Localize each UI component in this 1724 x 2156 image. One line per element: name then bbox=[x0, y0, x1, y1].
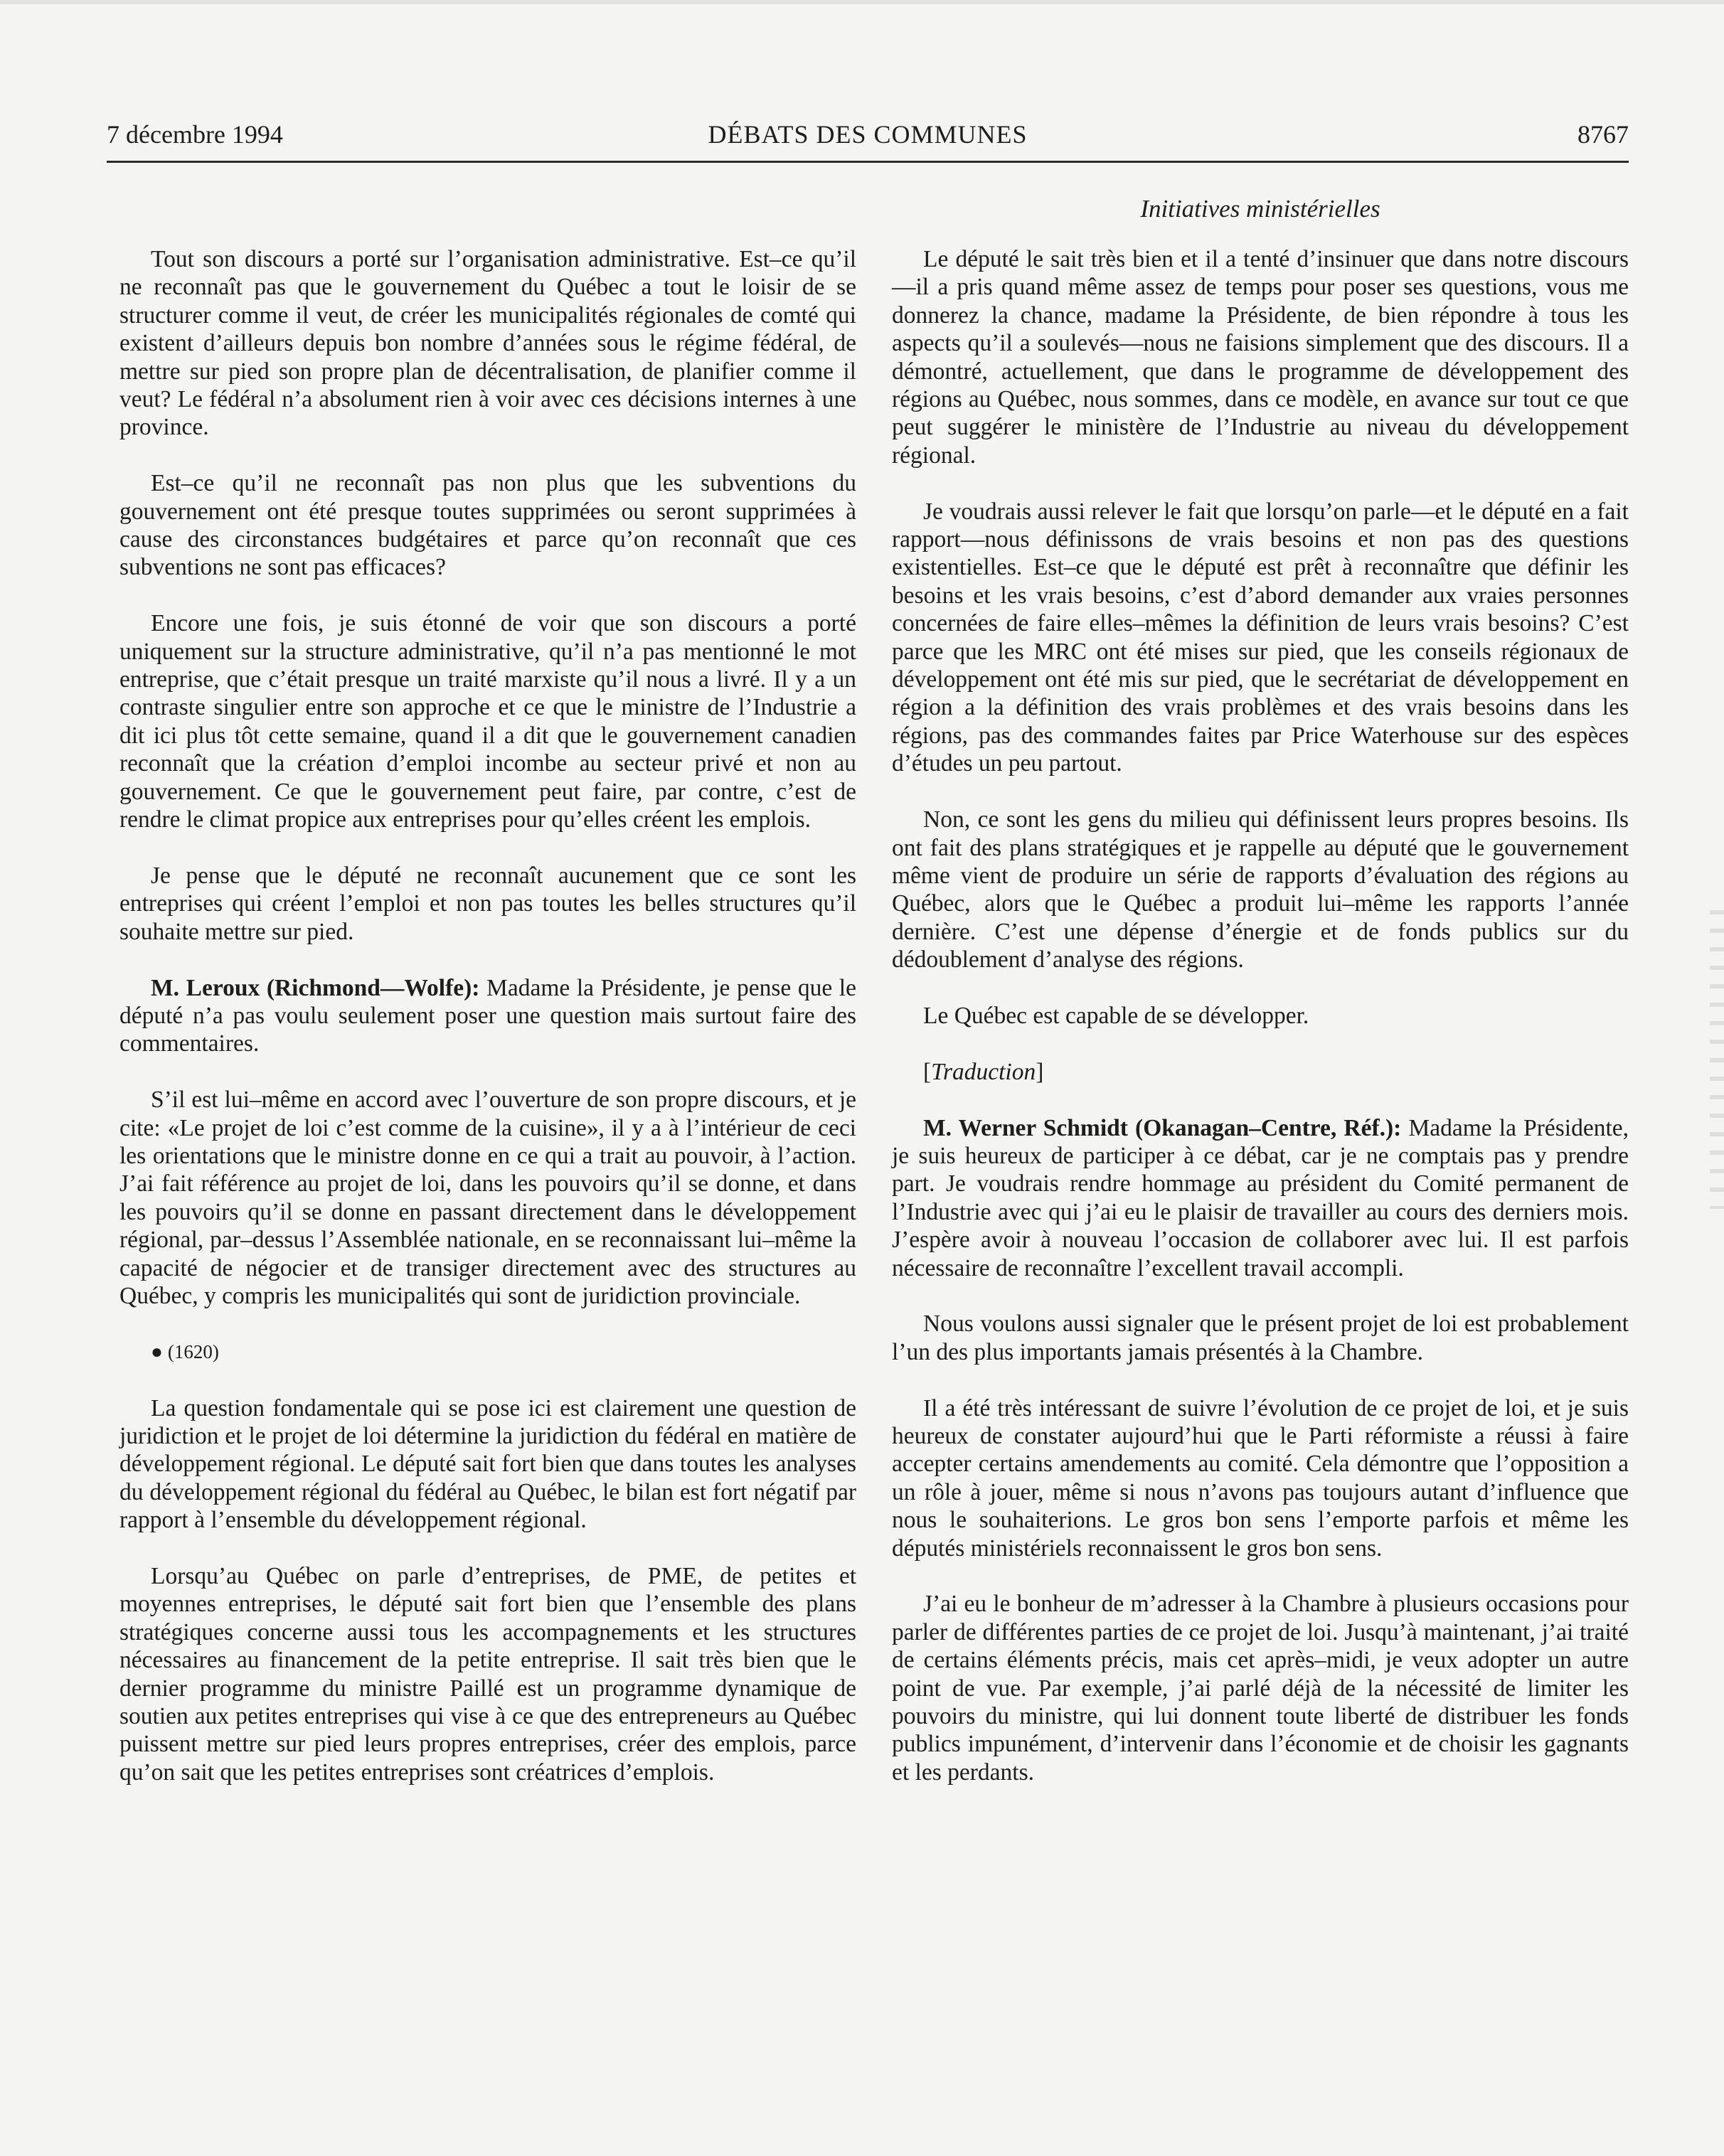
paragraph bbox=[119, 469, 856, 582]
paragraph-text: Je pense que le député ne reconnaît aucunement que ce sont les entreprises qui créent l’emploi et non pas toutes les belles structures qu’il souhaite mettre sur pied. bbox=[119, 862, 856, 945]
paragraph bbox=[892, 498, 1629, 778]
paragraph-text: Tout son discours a porté sur l’organisation administrative. Est–ce qu’il ne reconnaît pas que le gouvernement du Québec a tout le loisir de se structurer comme il veut, de créer les municipalités régionales de comté qui existent d’ailleurs depuis bon nombre d’années sous le régime fédéral, de mettre sur pied son propre plan de décentralisation, de planifier comme il veut? Le fédéral n’a absolument rien à voir avec ces décisions internes à une province. bbox=[119, 246, 856, 441]
header-rule bbox=[107, 161, 1629, 163]
paragraph bbox=[892, 1002, 1629, 1030]
page-number: 8767 bbox=[1577, 120, 1629, 149]
paragraph bbox=[119, 1086, 856, 1310]
language-note-text: Traduction bbox=[931, 1058, 1036, 1085]
time-marker-text: (1620) bbox=[167, 1340, 219, 1362]
paragraph-text: S’il est lui–même en accord avec l’ouverture de son propre discours, et je cite: «Le projet de loi c’est comme de la cuisine», il y a à l’intérieur de ceci les orientations que le ministre donne en ce qui a trait au pouvoir, à l’action. J’ai fait référence au projet de loi, dans les pouvoirs qu’il se donne, et dans les pouvoirs qu’il se donne en passant directement dans le développement régional, par–dessus l’Assemblée nationale, en se reconnaissant lui–même la capacité de négocier et de transiger directement avec des structures au Québec, y compris les municipalités qui sont de juridiction provinciale. bbox=[119, 1087, 856, 1309]
paragraph bbox=[119, 1394, 856, 1535]
bullet-icon: ● bbox=[151, 1340, 168, 1363]
page-header bbox=[107, 119, 1629, 162]
paragraph bbox=[892, 1590, 1629, 1786]
speaker-name: M. Werner Schmidt (Okanagan–Centre, Réf.): bbox=[923, 1114, 1402, 1141]
right-column bbox=[892, 245, 1629, 1815]
header-date: 7 décembre 1994 bbox=[107, 120, 283, 149]
paragraph bbox=[119, 245, 856, 442]
paragraph bbox=[119, 609, 856, 833]
paragraph-text: Il a été très intéressant de suivre l’évolution de ce projet de loi, et je suis heureux de constater aujourd’hui que le Parti réformiste a réussi à faire accepter certains amendements au comité. Cela démontre que l’opposition a un rôle à jouer, même si nous n’avons pas toujours autant d’influence que nous le souhaiterions. Le gros bon sens l’emporte parfois et même les députés ministériels reconnaissent le gros bon sens. bbox=[892, 1394, 1629, 1562]
page-top-edge bbox=[0, 0, 1724, 4]
paragraph bbox=[892, 245, 1629, 469]
speaker-name: M. Leroux (Richmond—Wolfe): bbox=[151, 974, 480, 1001]
paragraph bbox=[892, 806, 1629, 973]
paragraph-text: Le Québec est capable de se développer. bbox=[923, 1002, 1309, 1029]
paragraph-text: La question fondamentale qui se pose ici est clairement une question de juridiction et le projet de loi détermine la juridiction du fédéral en matière de développement régional. Le député sait fort bien que dans toutes les analyses du développement régional du fédéral au Québec, le bilan est fort négatif par rapport à l’ensemble du développement régional. bbox=[119, 1394, 856, 1534]
paragraph-text: Le député le sait très bien et il a tenté d’insinuer que dans notre discours—il a pris quand même assez de temps pour poser ses questions, vous me donnerez la chance, madame la Présidente, de bien répondre à tous les aspects qu’il a soulevés—nous ne faisions simplement que des discours. Il a démontré, actuellement, que dans le programme de développement des régions au Québec, nous sommes, dans ce modèle, en avance sur tout ce que peut suggérer le ministère de l’Industrie au niveau du développement régional. bbox=[892, 246, 1629, 469]
speaker-paragraph bbox=[119, 974, 856, 1058]
paragraph bbox=[119, 862, 856, 946]
paragraph-text: Encore une fois, je suis étonné de voir que son discours a porté uniquement sur la structure administrative, qu’il n’a pas mentionné le mot entreprise, que c’était presque un traité marxiste qu’il nous a livré. Il y a un contraste singulier entre son approche et ce que le ministre de l’Industrie a dit ici plus tôt cette semaine, quand il a dit que le gouvernement canadien reconnaît que la création d’emploi incombe au secteur privé et non au gouvernement. Ce que le gouvernement peut faire, par contre, c’est de rendre le climat propice aux entreprises pour qu’elles créent les emplois. bbox=[119, 610, 856, 833]
paragraph-text: Madame la Présidente, je suis heureux de participer à ce débat, car je ne comptais pas y prendre part. Je voudrais rendre hommage au président du Comité permanent de l’Industrie avec qui j’ai eu le plaisir de travailler au cours des derniers mois. J’espère avoir à nouveau l’occasion de collaborer avec lui. Il est parfois nécessaire de reconnaître l’excellent travail accompli. bbox=[892, 1114, 1629, 1281]
paragraph-text: Nous voulons aussi signaler que le présent projet de loi est probablement l’un des plus importants jamais présentés à la Chambre. bbox=[892, 1311, 1629, 1365]
paragraph-text: Non, ce sont les gens du milieu qui définissent leurs propres besoins. Ils ont fait des plans stratégiques et je rappelle au député que le gouvernement même vient de produire un série de rapports d’évaluation des régions au Québec, alors que le Québec a produit lui–même les rapports l’année dernière. C’est une dépense d’énergie et de fonds publics sur du dédoublement d’analyse des régions. bbox=[892, 806, 1629, 973]
section-label: Initiatives ministérielles bbox=[1140, 195, 1380, 223]
speaker-paragraph bbox=[892, 1114, 1629, 1282]
paragraph-text: Lorsqu’au Québec on parle d’entreprises, de PME, de petites et moyennes entreprises, le député sait fort bien que l’ensemble des plans stratégiques concerne aussi tous les accompagnements et les structures nécessaires au financement de la petite entreprise. Il sait très bien que le dernier programme du ministre Paillé est un programme dynamique de soutien aux petites entreprises qui vise à ce que des entrepreneurs au Québec puissent mettre sur pied leurs propres entreprises, créer des emplois, parce qu’on sait que les petites entreprises sont créatrices d’emplois. bbox=[119, 1562, 856, 1786]
language-note: [Traduction] bbox=[923, 1058, 1044, 1085]
paragraph-text: Je voudrais aussi relever le fait que lorsqu’on parle—et le député en a fait rapport—nous définissons de vrais besoins et non pas des questions existentielles. Est–ce que le député est prêt à reconnaître que définir les besoins et les vrais besoins, c’est d’abord demander aux vraies personnes concernées de faire elles–mêmes la définition de leurs vrais besoins? C’est parce que les MRC ont été mises sur pied, que les conseils régionaux de développement ont été mis sur pied, que le secrétariat de développement en région a la définition des vrais problèmes et des vrais besoins dans les régions, pas des commandes faites par Price Waterhouse sur des espèces d’études un peu partout. bbox=[892, 498, 1629, 777]
scan-margin-specks bbox=[1710, 910, 1724, 1209]
journal-title: DÉBATS DES COMMUNES bbox=[708, 120, 1028, 149]
paragraph-text: Madame la Présidente, je pense que le député n’a pas voulu seulement poser une question mais surtout faire des commentaires. bbox=[119, 974, 856, 1057]
paragraph bbox=[892, 1310, 1629, 1366]
paragraph bbox=[892, 1394, 1629, 1562]
paragraph bbox=[119, 1562, 856, 1786]
paragraph-text: Est–ce qu’il ne reconnaît pas non plus que les subventions du gouvernement ont été presque toutes supprimées ou seront supprimées à cause des circonstances budgétaires et parce qu’on reconnaît que ces subventions ne sont pas efficaces? bbox=[119, 470, 856, 581]
left-column bbox=[119, 245, 856, 1815]
paragraph-text: J’ai eu le bonheur de m’adresser à la Chambre à plusieurs occasions pour parler de différentes parties de ce projet de loi. Jusqu’à maintenant, j’ai traité de certains éléments précis, mais cet après–midi, je veux adopter un autre point de vue. Par exemple, j’ai parlé déjà de la nécessité de limiter les pouvoirs du ministre, qui lui donnent toute liberté de distribuer les fonds publics impunément, d’intervenir dans l’économie et de choisir les gagnants et les perdants. bbox=[892, 1591, 1629, 1786]
time-marker bbox=[119, 1338, 856, 1366]
